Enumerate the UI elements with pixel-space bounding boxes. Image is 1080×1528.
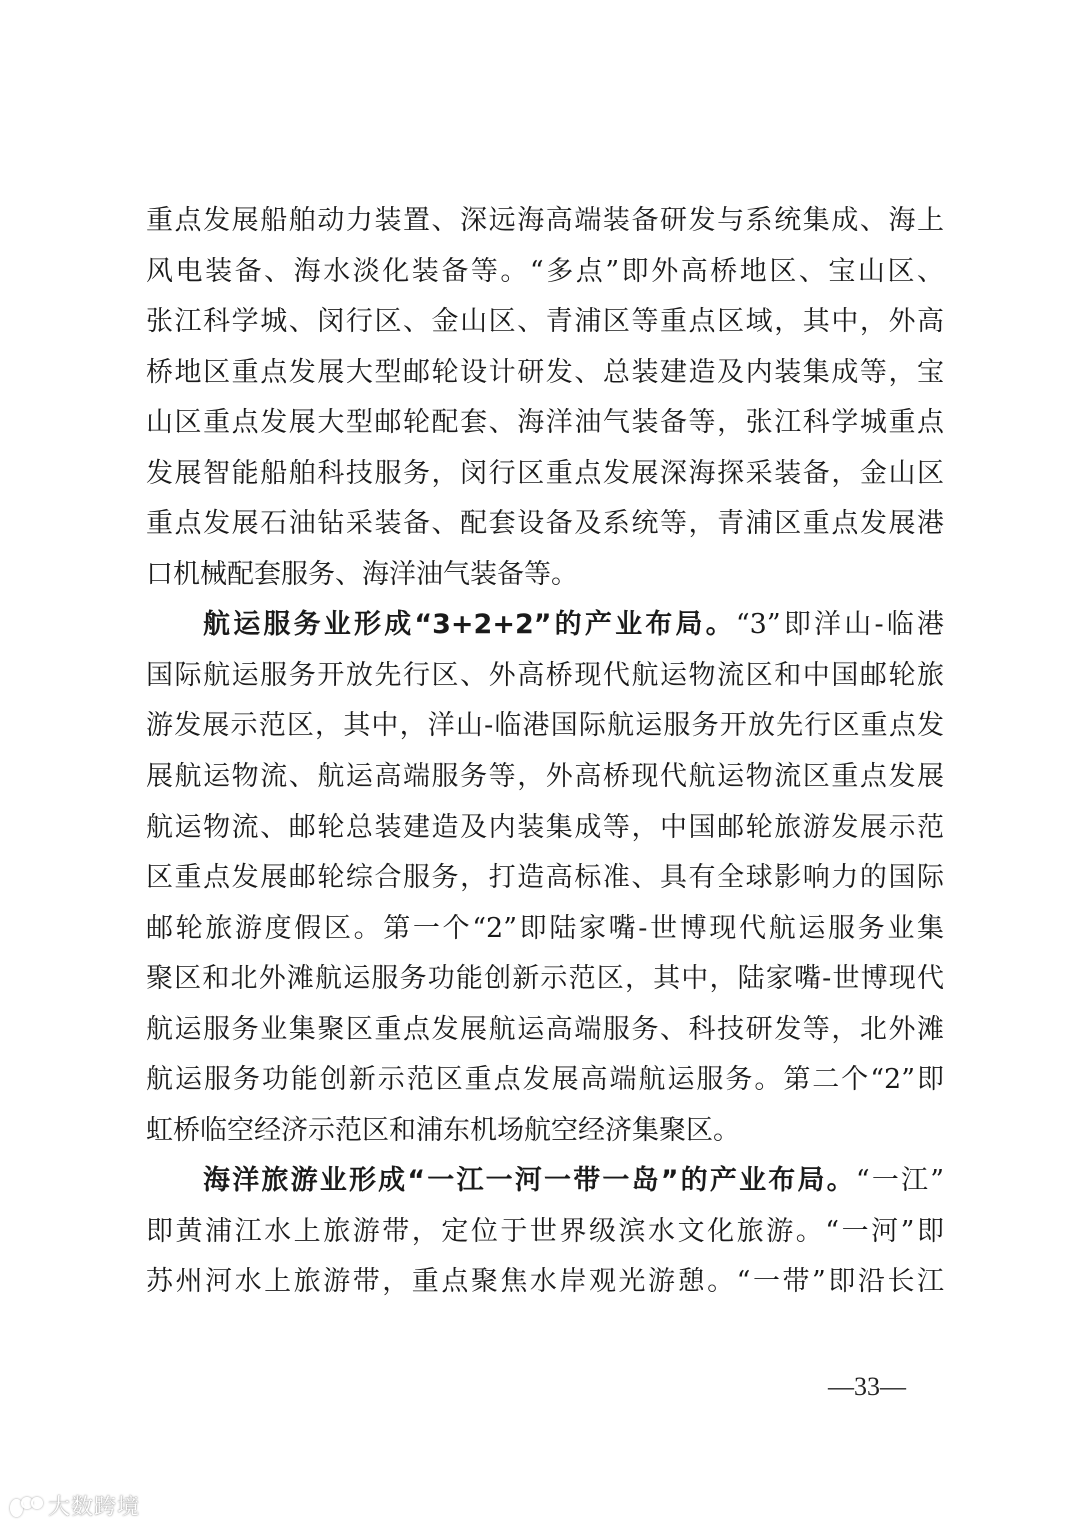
text-line: 发展智能船舶科技服务，闵行区重点发展深海探采装备，金山区 bbox=[146, 457, 944, 489]
text-line: 风电装备、海水淡化装备等。“多点”即外高桥地区、宝山区、 bbox=[146, 255, 944, 287]
paragraph-first-line bbox=[146, 600, 944, 651]
paragraph-first-line bbox=[146, 1156, 944, 1207]
section-heading: 航运服务业形成“3+2+2”的产业布局。 bbox=[203, 609, 736, 641]
text-line: 展航运物流、航运高端服务等，外高桥现代航运物流区重点发展 bbox=[146, 761, 944, 793]
text-line: 桥地区重点发展大型邮轮设计研发、总装建造及内装集成等，宝 bbox=[146, 356, 944, 388]
text-line: 口机械配套服务、海洋油气装备等。 bbox=[146, 558, 578, 590]
body-text bbox=[146, 196, 946, 1308]
text-span: “一江” bbox=[855, 1165, 944, 1197]
text-line: 邮轮旅游度假区。第一个“2”即陆家嘴-世博现代航运服务业集 bbox=[146, 912, 944, 944]
text-line: 航运物流、邮轮总装建造及内装集成等，中国邮轮旅游发展示范 bbox=[146, 811, 944, 843]
watermark bbox=[8, 1490, 140, 1521]
text-line: 国际航运服务开放先行区、外高桥现代航运物流区和中国邮轮旅 bbox=[146, 659, 944, 691]
text-line: 苏州河水上旅游带，重点聚焦水岸观光游憩。“一带”即沿长江 bbox=[146, 1266, 944, 1298]
text-line: 聚区和北外滩航运服务功能创新示范区，其中，陆家嘴-世博现代 bbox=[146, 963, 944, 995]
page-number: —33— bbox=[828, 1372, 906, 1401]
text-line: 航运服务业集聚区重点发展航运高端服务、科技研发等，北外滩 bbox=[146, 1013, 944, 1045]
text-line: 游发展示范区，其中，洋山-临港国际航运服务开放先行区重点发 bbox=[146, 710, 944, 742]
watermark-logo-icon bbox=[8, 1495, 42, 1517]
watermark-text: 大数跨境 bbox=[48, 1495, 141, 1520]
text-line: 区重点发展邮轮综合服务，打造高标准、具有全球影响力的国际 bbox=[146, 862, 944, 894]
text-line: 重点发展船舶动力装置、深远海高端装备研发与系统集成、海上 bbox=[146, 205, 944, 236]
text-line: 张江科学城、闵行区、金山区、青浦区等重点区域，其中，外高 bbox=[146, 306, 944, 338]
text-line: 即黄浦江水上旅游带，定位于世界级滨水文化旅游。“一河”即 bbox=[146, 1215, 944, 1247]
text-line: 航运服务功能创新示范区重点发展高端航运服务。第二个“2”即 bbox=[146, 1064, 944, 1096]
text-line: 虹桥临空经济示范区和浦东机场航空经济集聚区。 bbox=[146, 1114, 740, 1146]
text-span: “3”即洋山-临港 bbox=[735, 609, 944, 641]
text-line: 重点发展石油钻采装备、配套设备及系统等，青浦区重点发展港 bbox=[146, 508, 944, 540]
text-line: 山区重点发展大型邮轮配套、海洋油气装备等，张江科学城重点 bbox=[146, 407, 944, 439]
section-heading: 海洋旅游业形成“一江一河一带一岛”的产业布局。 bbox=[203, 1165, 856, 1197]
